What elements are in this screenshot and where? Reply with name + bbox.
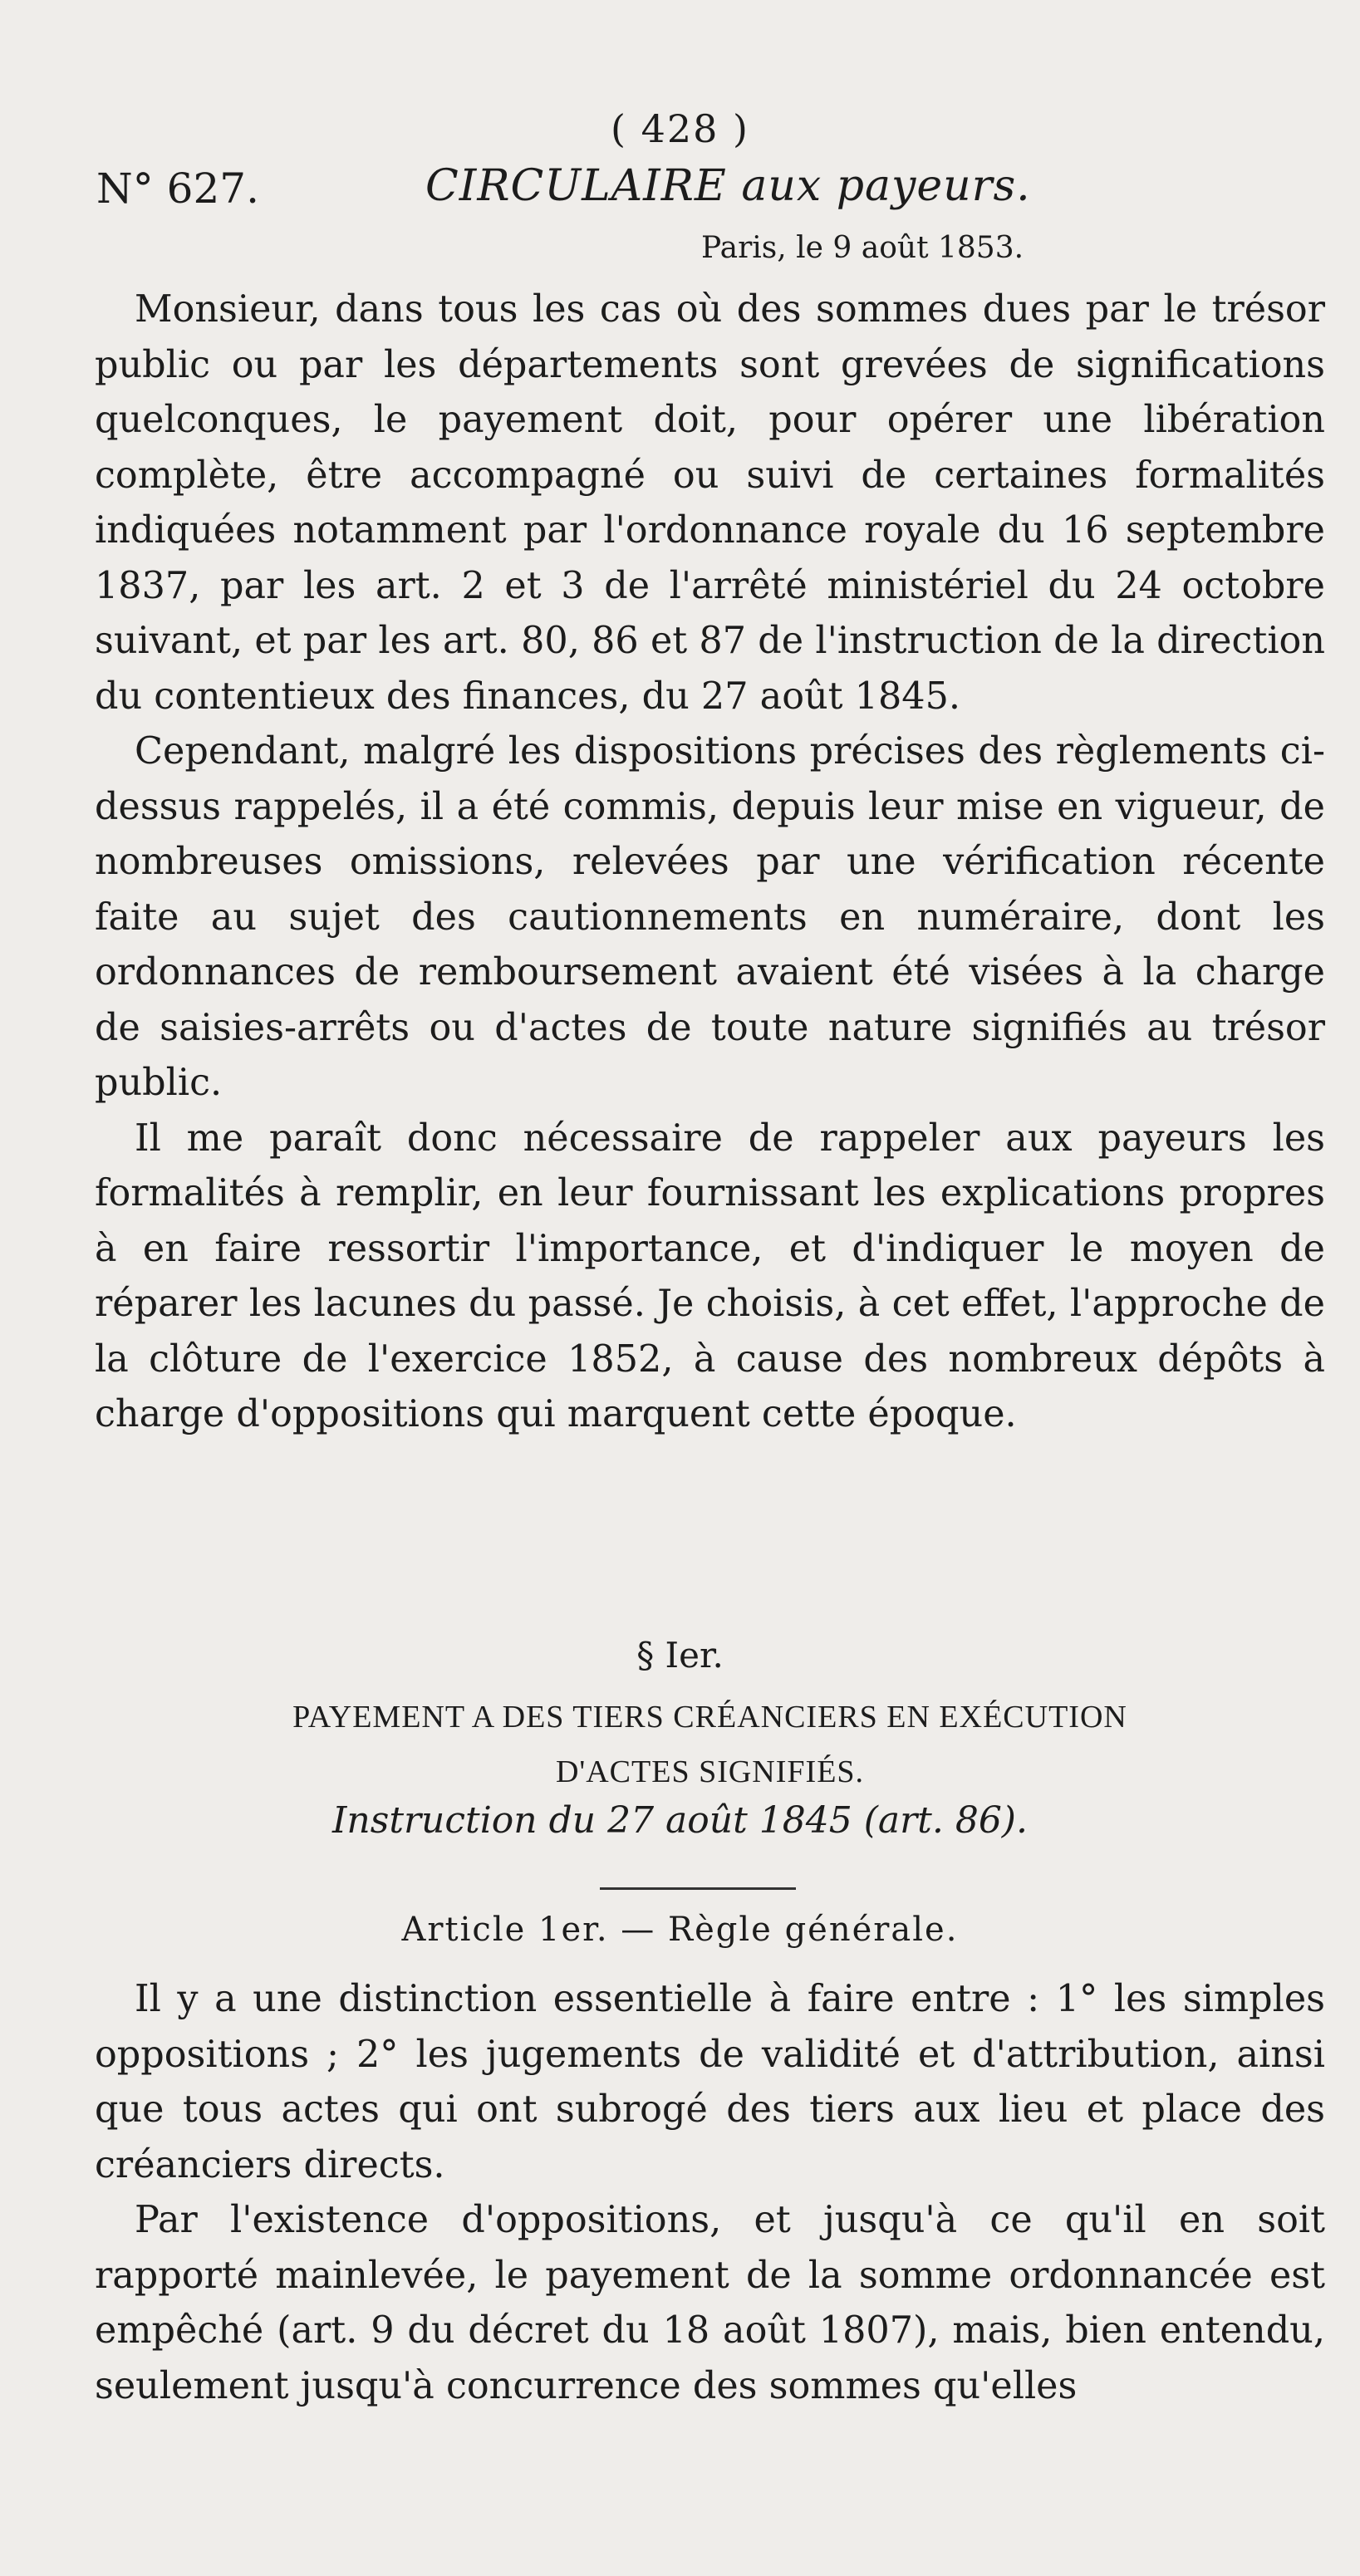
paragraph-5: Par l'existence d'oppositions, et jusqu'à ce qu'il en soit rapporté mainlevée, le payement de la somme ordonnancée est empêché (art. 9 du décret du 18 août 1807), mais, bien entendu, seulement jusqu'à concurrence des sommes qu'elles (95, 2199, 1325, 2407)
divider-rule (600, 1887, 796, 1890)
circular-body (95, 282, 1325, 1443)
paragraph-1: Monsieur, dans tous les cas où des sommes dues par le trésor public ou par les départements sont grevées de significations quelconques, le payement doit, pour opérer une libération complète, être accompagné ou suivi de certaines formalités indiquées notamment par l'ordonnance royale du 16 septembre 1837, par les art. 2 et 3 de l'arrêté ministériel du 24 octobre suivant, et par les art. 80, 86 et 87 de l'instruction de la direction du contentieux des finances, du 27 août 1845. (95, 288, 1325, 718)
article-heading: Article 1er. — Règle générale. (401, 1911, 959, 1949)
paragraph-3: Il me paraît donc nécessaire de rappeler aux payeurs les formalités à remplir, en leur fournissant les explications propres à en faire ressortir l'importance, et d'indiquer le moyen de réparer les lacunes du passé. Je choisis, à cet effet, l'approche de la clôture de l'exercice 1852, à cause des nombreux dépôts à charge d'oppositions qui marquent cette époque. (95, 1116, 1325, 1435)
section-mark: § Ier. (636, 1635, 724, 1676)
section-title-line-2: D'ACTES SIGNIFIÉS. (555, 1754, 865, 1789)
document-number: N° 627. (96, 164, 259, 213)
document-title: CIRCULAIRE aux payeurs. (425, 161, 1031, 211)
section-title-line-1: PAYEMENT A DES TIERS CRÉANCIERS EN EXÉCUTION (292, 1700, 1127, 1735)
paragraph-4: Il y a une distinction essentielle à faire entre : 1° les simples oppositions ; 2° les jugements de validité et d'attribution, ainsi que tous actes qui ont subrogé des tiers aux lieu et place des créanciers directs. (95, 1978, 1325, 2186)
section-title (95, 1690, 1325, 1799)
dateline: Paris, le 9 août 1853. (701, 231, 1024, 265)
instruction-reference: Instruction du 27 août 1845 (art. 86). (332, 1799, 1028, 1842)
paragraph-2: Cependant, malgré les dispositions précises des règlements ci-dessus rappelés, il a été commis, depuis leur mise en vigueur, de nombreuses omissions, relevées par une vérification récente faite au sujet des cautionnements en numéraire, dont les ordonnances de remboursement avaient été visées à la charge de saisies-arrêts ou d'actes de toute nature signifiés au trésor public. (95, 730, 1325, 1104)
page-number: ( 428 ) (611, 106, 749, 151)
article-body (95, 1972, 1325, 2414)
